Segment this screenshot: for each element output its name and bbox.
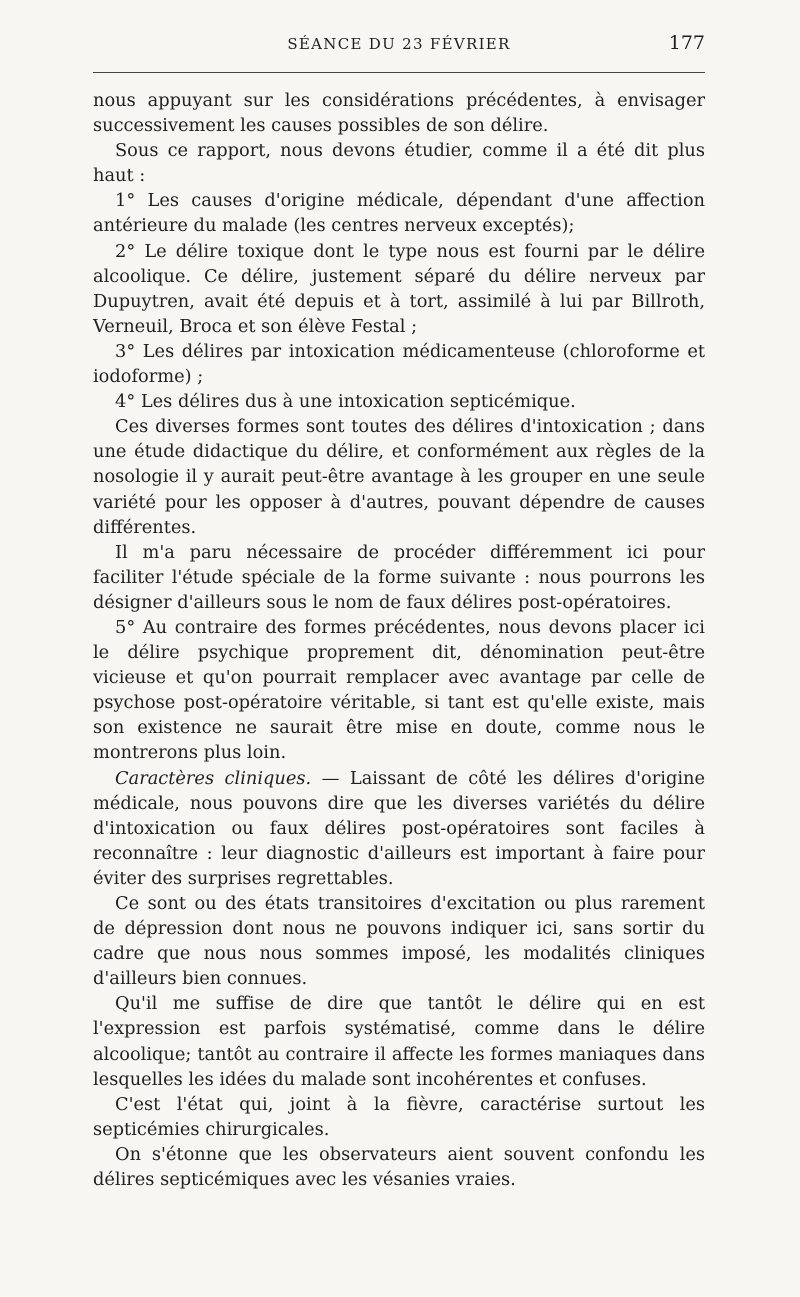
header-rule — [93, 72, 705, 73]
paragraph: 3° Les délires par intoxication médicamenteuse (chloroforme et iodoforme) ; — [93, 340, 705, 388]
section-heading: Caractères cliniques. — [115, 767, 312, 789]
paragraph: 1° Les causes d'origine médicale, dépendant d'une affection antérieure du malade (les centres nerveux exceptés); — [93, 190, 705, 237]
paragraph: Sous ce rapport, nous devons étudier, comme il a été dit plus haut : — [93, 140, 705, 187]
paragraph: 5° Au contraire des formes précédentes, nous devons placer ici le délire psychique proprement dit, dénomination peut-être vicieuse et qu'on pourrait remplacer avec avantage par celle de psychose post-opératoire véritable, si tant est qu'elle existe, mais son existence ne saurait être mise en doute, comme nous le montrerons plus loin. — [93, 616, 705, 764]
paragraph: 4° Les délires dus à une intoxication septicémique. — [115, 391, 576, 413]
paragraph: C'est l'état qui, joint à la fièvre, caractérise surtout les septicémies chirurgicales. — [93, 1093, 705, 1140]
paragraph — [93, 766, 705, 891]
paragraph: Ce sont ou des états transitoires d'excitation ou plus rarement de dépression dont nous ne pouvons indiquer ici, sans sortir du cadre que nous nous sommes imposé, les modalités cliniques d'ailleurs bien connues. — [93, 893, 705, 990]
paragraph: nous appuyant sur les considérations précédentes, à envisager successivement les causes possibles de son délire. — [93, 90, 705, 137]
paragraph-text: — Laissant de côté les délires d'origine médicale, nous pouvons dire que les diverses variétés du délire d'intoxication ou faux délires post-opératoires sont faciles à reconnaître : leur diagnostic d'ailleurs est important à faire pour éviter des surprises regrettables. — [93, 767, 705, 889]
running-title: SÉANCE DU 23 FÉVRIER — [287, 35, 511, 53]
paragraph: Il m'a paru nécessaire de procéder différemment ici pour faciliter l'étude spéciale de la forme suivante : nous pourrons les désigner d'ailleurs sous le nom de faux délires post-opératoires. — [93, 541, 705, 613]
page-number: 177 — [668, 32, 705, 54]
page-header — [93, 32, 705, 62]
paragraph: Qu'il me suffise de dire que tantôt le délire qui en est l'expression est parfois systématisé, comme dans le délire alcoolique; tantôt au contraire il affecte les formes maniaques dans lesquelles les idées du malade sont incohérentes et confuses. — [93, 993, 705, 1090]
paragraph: Ces diverses formes sont toutes des délires d'intoxication ; dans une étude didactique du délire, et conformément aux règles de la nosologie il y aurait peut-être avantage à les grouper en une seule variété pour les opposer à d'autres, pouvant dépendre de causes différentes. — [93, 416, 705, 538]
paragraph: On s'étonne que les observateurs aient souvent confondu les délires septicémiques avec les vésanies vraies. — [93, 1143, 705, 1191]
paragraph: 2° Le délire toxique dont le type nous est fourni par le délire alcoolique. Ce délire, justement séparé du délire nerveux par Dupuytren, avait été depuis et à tort, assimilé à lui par Billroth, Verneuil, Broca et son élève Festal ; — [93, 240, 705, 337]
body-text — [93, 88, 705, 1192]
